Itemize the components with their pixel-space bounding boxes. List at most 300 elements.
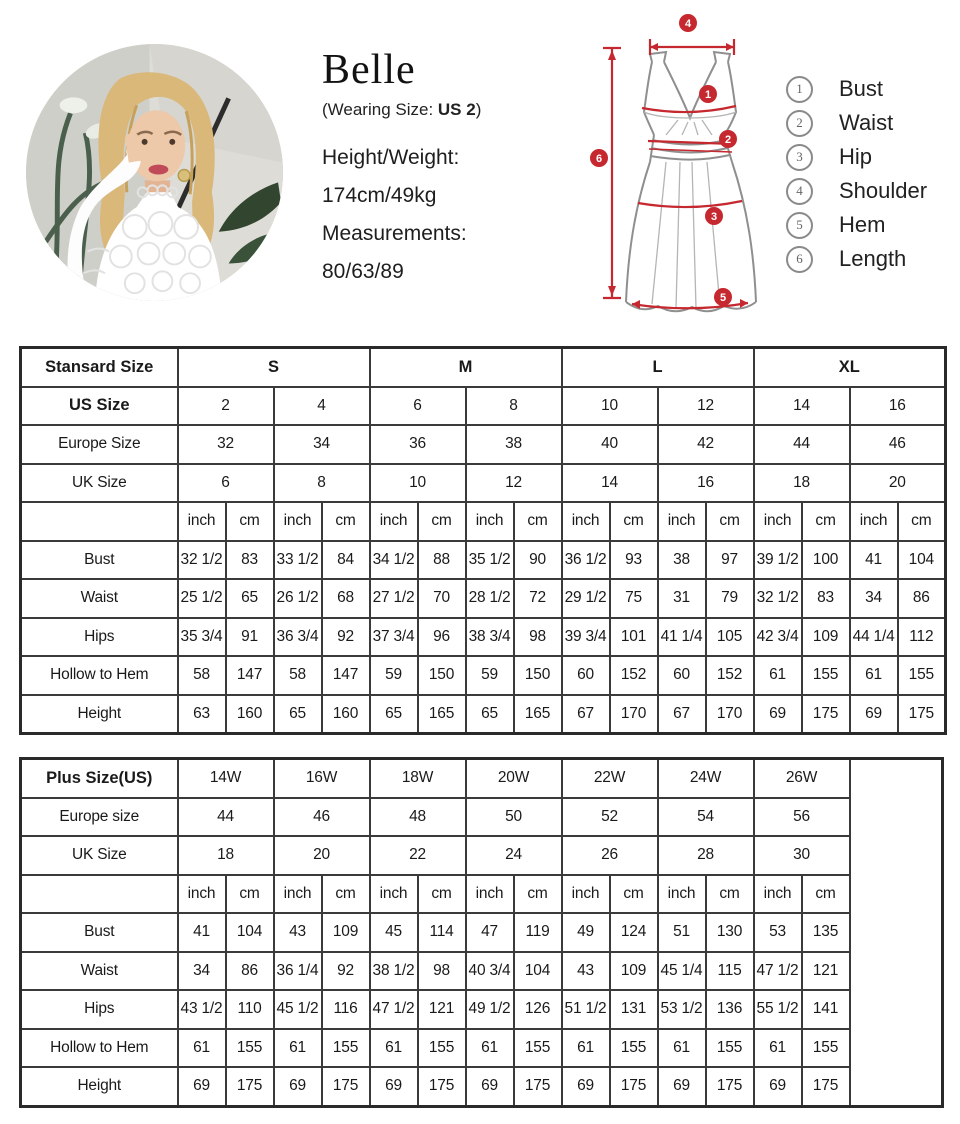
cell-49-1-2: 49 1/2 <box>466 990 514 1029</box>
cell-50: 50 <box>466 798 562 837</box>
circled-number-icon: 6 <box>786 246 813 273</box>
table-row <box>21 798 943 837</box>
cell-61: 61 <box>658 1029 706 1068</box>
cell-40: 40 <box>562 425 658 464</box>
plus-size-table <box>19 757 944 1108</box>
marker-hem <box>714 288 732 306</box>
table-row <box>21 502 946 541</box>
cell-18w: 18W <box>370 759 466 798</box>
cell-cm: cm <box>514 502 562 541</box>
cell-92: 92 <box>322 952 370 991</box>
cell-53-1-2: 53 1/2 <box>658 990 706 1029</box>
legend-label: Hip <box>839 144 873 169</box>
cell-175: 175 <box>898 695 946 734</box>
cell-s: S <box>178 348 370 387</box>
cell-cm: cm <box>322 502 370 541</box>
cell-25-1-2: 25 1/2 <box>178 579 226 618</box>
cell-49: 49 <box>562 913 610 952</box>
cell-160: 160 <box>226 695 274 734</box>
cell-160: 160 <box>322 695 370 734</box>
cell-34: 34 <box>274 425 370 464</box>
cell-91: 91 <box>226 618 274 657</box>
cell-58: 58 <box>274 656 322 695</box>
table-row <box>21 348 946 387</box>
cell-24: 24 <box>466 836 562 875</box>
table-row <box>21 990 943 1029</box>
marker-length <box>590 149 608 167</box>
cell-104: 104 <box>514 952 562 991</box>
circled-number-icon: 1 <box>786 76 813 103</box>
measure-lines <box>603 39 748 308</box>
cell-22: 22 <box>370 836 466 875</box>
cell-34-1-2: 34 1/2 <box>370 541 418 580</box>
cell-175: 175 <box>802 695 850 734</box>
cell-67: 67 <box>562 695 610 734</box>
cell-42: 42 <box>658 425 754 464</box>
marker-waist <box>719 130 737 148</box>
cell-109: 109 <box>802 618 850 657</box>
dress-outline <box>626 52 756 311</box>
cell-48: 48 <box>370 798 466 837</box>
cell-112: 112 <box>898 618 946 657</box>
cell-165: 165 <box>514 695 562 734</box>
cell-8: 8 <box>466 387 562 426</box>
cell-46: 46 <box>850 425 946 464</box>
cell-54: 54 <box>658 798 754 837</box>
cell-26-1-2: 26 1/2 <box>274 579 322 618</box>
cell-empty <box>21 502 178 541</box>
cell-61: 61 <box>370 1029 418 1068</box>
cell-147: 147 <box>226 656 274 695</box>
cell-155: 155 <box>514 1029 562 1068</box>
cell-155: 155 <box>802 1029 850 1068</box>
cell-39-3-4: 39 3/4 <box>562 618 610 657</box>
cell-35-1-2: 35 1/2 <box>466 541 514 580</box>
cell-86: 86 <box>898 579 946 618</box>
cell-42-3-4: 42 3/4 <box>754 618 802 657</box>
cell-inch: inch <box>466 502 514 541</box>
cell-8: 8 <box>274 464 370 503</box>
cell-98: 98 <box>418 952 466 991</box>
cell-69: 69 <box>658 1067 706 1106</box>
cell-16w: 16W <box>274 759 370 798</box>
table-row <box>21 1029 943 1068</box>
table-row <box>21 952 943 991</box>
cell-europe-size: Europe size <box>21 798 178 837</box>
cell-56: 56 <box>754 798 850 837</box>
cell-39-1-2: 39 1/2 <box>754 541 802 580</box>
cell-150: 150 <box>418 656 466 695</box>
model-photo <box>26 44 283 301</box>
cell-131: 131 <box>610 990 658 1029</box>
dress-measurement-diagram <box>586 10 776 325</box>
cell-152: 152 <box>706 656 754 695</box>
cell-83: 83 <box>226 541 274 580</box>
cell-69: 69 <box>850 695 898 734</box>
cell-69: 69 <box>274 1067 322 1106</box>
cell-cm: cm <box>322 875 370 914</box>
cell-inch: inch <box>562 502 610 541</box>
legend-label: Hem <box>839 212 886 237</box>
cell-47: 47 <box>466 913 514 952</box>
cell-xl: XL <box>754 348 946 387</box>
cell-155: 155 <box>418 1029 466 1068</box>
legend-item-waist <box>786 106 927 140</box>
legend-label: Bust <box>839 76 884 101</box>
cell-36: 36 <box>370 425 466 464</box>
cell-inch: inch <box>562 875 610 914</box>
cell-26: 26 <box>562 836 658 875</box>
cell-29-1-2: 29 1/2 <box>562 579 610 618</box>
table-row <box>21 1067 943 1106</box>
cell-inch: inch <box>658 502 706 541</box>
cell-170: 170 <box>706 695 754 734</box>
cell-12: 12 <box>466 464 562 503</box>
svg-text:5: 5 <box>719 292 727 304</box>
cell-69: 69 <box>562 1067 610 1106</box>
cell-36-3-4: 36 3/4 <box>274 618 322 657</box>
cell-bust: Bust <box>21 541 178 580</box>
cell-28-1-2: 28 1/2 <box>466 579 514 618</box>
cell-96: 96 <box>418 618 466 657</box>
legend-item-shoulder <box>786 174 927 208</box>
table-row <box>21 541 946 580</box>
cell-44-1-4: 44 1/4 <box>850 618 898 657</box>
cell-100: 100 <box>802 541 850 580</box>
circled-number-icon: 2 <box>786 110 813 137</box>
cell-24w: 24W <box>658 759 754 798</box>
marker-bust <box>699 85 717 103</box>
cell-cm: cm <box>706 502 754 541</box>
cell-69: 69 <box>370 1067 418 1106</box>
cell-70: 70 <box>418 579 466 618</box>
height-weight-value: 174cm/49kg <box>322 184 437 207</box>
cell-63: 63 <box>178 695 226 734</box>
cell-60: 60 <box>658 656 706 695</box>
cell-165: 165 <box>418 695 466 734</box>
cell-69: 69 <box>754 695 802 734</box>
wearing-suffix: ) <box>475 100 482 119</box>
cell-101: 101 <box>610 618 658 657</box>
height-weight-label: Height/Weight: <box>322 146 460 169</box>
cell-59: 59 <box>370 656 418 695</box>
legend-item-hem <box>786 208 927 242</box>
cell-uk-size: UK Size <box>21 464 178 503</box>
cell-170: 170 <box>610 695 658 734</box>
cell-88: 88 <box>418 541 466 580</box>
cell-93: 93 <box>610 541 658 580</box>
cell-height: Height <box>21 1067 178 1106</box>
cell-84: 84 <box>322 541 370 580</box>
cell-cm: cm <box>706 875 754 914</box>
svg-text:6: 6 <box>595 153 603 165</box>
legend-item-hip <box>786 140 927 174</box>
cell-97: 97 <box>706 541 754 580</box>
table-row <box>21 695 946 734</box>
cell-104: 104 <box>898 541 946 580</box>
cell-empty <box>21 875 178 914</box>
cell-155: 155 <box>610 1029 658 1068</box>
cell-61: 61 <box>178 1029 226 1068</box>
cell-155: 155 <box>898 656 946 695</box>
cell-67: 67 <box>658 695 706 734</box>
cell-cm: cm <box>226 502 274 541</box>
cell-height: Height <box>21 695 178 734</box>
cell-61: 61 <box>850 656 898 695</box>
wearing-size-value: US 2 <box>437 100 476 119</box>
cell-90: 90 <box>514 541 562 580</box>
cell-55-1-2: 55 1/2 <box>754 990 802 1029</box>
cell-l: L <box>562 348 754 387</box>
cell-cm: cm <box>514 875 562 914</box>
cell-121: 121 <box>802 952 850 991</box>
cell-75: 75 <box>610 579 658 618</box>
marker-hip <box>705 207 723 225</box>
cell-41-1-4: 41 1/4 <box>658 618 706 657</box>
cell-38: 38 <box>466 425 562 464</box>
cell-inch: inch <box>274 502 322 541</box>
cell-20w: 20W <box>466 759 562 798</box>
cell-34: 34 <box>850 579 898 618</box>
cell-61: 61 <box>754 656 802 695</box>
table-row <box>21 913 943 952</box>
cell-147: 147 <box>322 656 370 695</box>
wearing-size-line <box>322 100 481 120</box>
cell-45-1-2: 45 1/2 <box>274 990 322 1029</box>
cell-inch: inch <box>466 875 514 914</box>
cell-inch: inch <box>658 875 706 914</box>
legend-item-bust <box>786 72 927 106</box>
cell-119: 119 <box>514 913 562 952</box>
cell-waist: Waist <box>21 579 178 618</box>
marker-shoulder <box>679 14 697 32</box>
model-photo-illustration <box>26 44 283 301</box>
cell-hollow-to-hem: Hollow to Hem <box>21 656 178 695</box>
cell-38-3-4: 38 3/4 <box>466 618 514 657</box>
cell-175: 175 <box>514 1067 562 1106</box>
cell-us-size: US Size <box>21 387 178 426</box>
cell-33-1-2: 33 1/2 <box>274 541 322 580</box>
cell-28: 28 <box>658 836 754 875</box>
measurements-label: Measurements: <box>322 222 467 245</box>
cell-60: 60 <box>562 656 610 695</box>
cell-105: 105 <box>706 618 754 657</box>
brand-name: Belle <box>322 47 416 93</box>
legend-label: Waist <box>839 110 894 135</box>
cell-cm: cm <box>802 502 850 541</box>
cell-cm: cm <box>802 875 850 914</box>
cell-59: 59 <box>466 656 514 695</box>
cell-53: 53 <box>754 913 802 952</box>
cell-115: 115 <box>706 952 754 991</box>
circled-number-icon: 3 <box>786 144 813 171</box>
cell-32: 32 <box>178 425 274 464</box>
table-row <box>21 836 943 875</box>
cell-155: 155 <box>226 1029 274 1068</box>
cell-empty <box>850 759 943 1107</box>
cell-175: 175 <box>610 1067 658 1106</box>
table-row <box>21 759 943 798</box>
cell-30: 30 <box>754 836 850 875</box>
cell-68: 68 <box>322 579 370 618</box>
cell-16: 16 <box>850 387 946 426</box>
cell-124: 124 <box>610 913 658 952</box>
cell-12: 12 <box>658 387 754 426</box>
legend-item-length <box>786 242 927 276</box>
cell-175: 175 <box>706 1067 754 1106</box>
cell-22w: 22W <box>562 759 658 798</box>
cell-44: 44 <box>178 798 274 837</box>
cell-2: 2 <box>178 387 274 426</box>
cell-130: 130 <box>706 913 754 952</box>
cell-inch: inch <box>370 875 418 914</box>
cell-hips: Hips <box>21 990 178 1029</box>
cell-43: 43 <box>274 913 322 952</box>
cell-20: 20 <box>274 836 370 875</box>
measurements-value: 80/63/89 <box>322 260 404 283</box>
cell-18: 18 <box>178 836 274 875</box>
cell-14w: 14W <box>178 759 274 798</box>
cell-79: 79 <box>706 579 754 618</box>
cell-inch: inch <box>178 875 226 914</box>
cell-18: 18 <box>754 464 850 503</box>
cell-cm: cm <box>610 875 658 914</box>
cell-58: 58 <box>178 656 226 695</box>
cell-35-3-4: 35 3/4 <box>178 618 226 657</box>
table-row <box>21 387 946 426</box>
cell-m: M <box>370 348 562 387</box>
table-row <box>21 464 946 503</box>
cell-109: 109 <box>322 913 370 952</box>
cell-31: 31 <box>658 579 706 618</box>
cell-38: 38 <box>658 541 706 580</box>
cell-44: 44 <box>754 425 850 464</box>
cell-121: 121 <box>418 990 466 1029</box>
cell-61: 61 <box>274 1029 322 1068</box>
cell-10: 10 <box>370 464 466 503</box>
cell-4: 4 <box>274 387 370 426</box>
cell-inch: inch <box>370 502 418 541</box>
cell-61: 61 <box>754 1029 802 1068</box>
cell-40-3-4: 40 3/4 <box>466 952 514 991</box>
cell-38-1-2: 38 1/2 <box>370 952 418 991</box>
cell-51-1-2: 51 1/2 <box>562 990 610 1029</box>
table-row <box>21 579 946 618</box>
table-row <box>21 875 943 914</box>
cell-51: 51 <box>658 913 706 952</box>
cell-6: 6 <box>178 464 274 503</box>
cell-plus-size-us-: Plus Size(US) <box>21 759 178 798</box>
cell-cm: cm <box>418 875 466 914</box>
cell-36-1-2: 36 1/2 <box>562 541 610 580</box>
cell-europe-size: Europe Size <box>21 425 178 464</box>
svg-text:1: 1 <box>704 89 712 101</box>
cell-83: 83 <box>802 579 850 618</box>
cell-47-1-2: 47 1/2 <box>754 952 802 991</box>
cell-110: 110 <box>226 990 274 1029</box>
cell-27-1-2: 27 1/2 <box>370 579 418 618</box>
cell-141: 141 <box>802 990 850 1029</box>
cell-stansard-size: Stansard Size <box>21 348 178 387</box>
cell-52: 52 <box>562 798 658 837</box>
cell-47-1-2: 47 1/2 <box>370 990 418 1029</box>
cell-92: 92 <box>322 618 370 657</box>
cell-152: 152 <box>610 656 658 695</box>
cell-37-3-4: 37 3/4 <box>370 618 418 657</box>
cell-175: 175 <box>418 1067 466 1106</box>
cell-inch: inch <box>754 875 802 914</box>
standard-size-table <box>19 346 947 735</box>
cell-126: 126 <box>514 990 562 1029</box>
circled-number-icon: 4 <box>786 178 813 205</box>
cell-65: 65 <box>274 695 322 734</box>
cell-uk-size: UK Size <box>21 836 178 875</box>
cell-72: 72 <box>514 579 562 618</box>
cell-61: 61 <box>562 1029 610 1068</box>
cell-43-1-2: 43 1/2 <box>178 990 226 1029</box>
table-row <box>21 425 946 464</box>
cell-inch: inch <box>754 502 802 541</box>
cell-69: 69 <box>466 1067 514 1106</box>
cell-hips: Hips <box>21 618 178 657</box>
cell-bust: Bust <box>21 913 178 952</box>
cell-61: 61 <box>466 1029 514 1068</box>
measurement-legend <box>786 72 927 276</box>
cell-45-1-4: 45 1/4 <box>658 952 706 991</box>
cell-cm: cm <box>418 502 466 541</box>
cell-175: 175 <box>226 1067 274 1106</box>
cell-175: 175 <box>802 1067 850 1106</box>
wearing-prefix: (Wearing Size: <box>322 100 438 119</box>
svg-text:2: 2 <box>724 134 732 146</box>
legend-label: Shoulder <box>839 178 928 203</box>
cell-inch: inch <box>274 875 322 914</box>
cell-155: 155 <box>322 1029 370 1068</box>
cell-155: 155 <box>706 1029 754 1068</box>
cell-10: 10 <box>562 387 658 426</box>
cell-41: 41 <box>850 541 898 580</box>
cell-175: 175 <box>322 1067 370 1106</box>
cell-86: 86 <box>226 952 274 991</box>
table-row <box>21 656 946 695</box>
cell-34: 34 <box>178 952 226 991</box>
cell-36-1-4: 36 1/4 <box>274 952 322 991</box>
cell-116: 116 <box>322 990 370 1029</box>
cell-32-1-2: 32 1/2 <box>754 579 802 618</box>
cell-109: 109 <box>610 952 658 991</box>
cell-cm: cm <box>898 502 946 541</box>
cell-41: 41 <box>178 913 226 952</box>
cell-16: 16 <box>658 464 754 503</box>
cell-43: 43 <box>562 952 610 991</box>
legend-label: Length <box>839 246 907 271</box>
cell-65: 65 <box>370 695 418 734</box>
svg-text:3: 3 <box>710 211 718 223</box>
cell-69: 69 <box>754 1067 802 1106</box>
cell-26w: 26W <box>754 759 850 798</box>
cell-cm: cm <box>226 875 274 914</box>
cell-150: 150 <box>514 656 562 695</box>
cell-104: 104 <box>226 913 274 952</box>
svg-text:4: 4 <box>684 18 692 30</box>
cell-65: 65 <box>466 695 514 734</box>
cell-135: 135 <box>802 913 850 952</box>
cell-45: 45 <box>370 913 418 952</box>
cell-46: 46 <box>274 798 370 837</box>
cell-65: 65 <box>226 579 274 618</box>
circled-number-icon: 5 <box>786 212 813 239</box>
cell-136: 136 <box>706 990 754 1029</box>
